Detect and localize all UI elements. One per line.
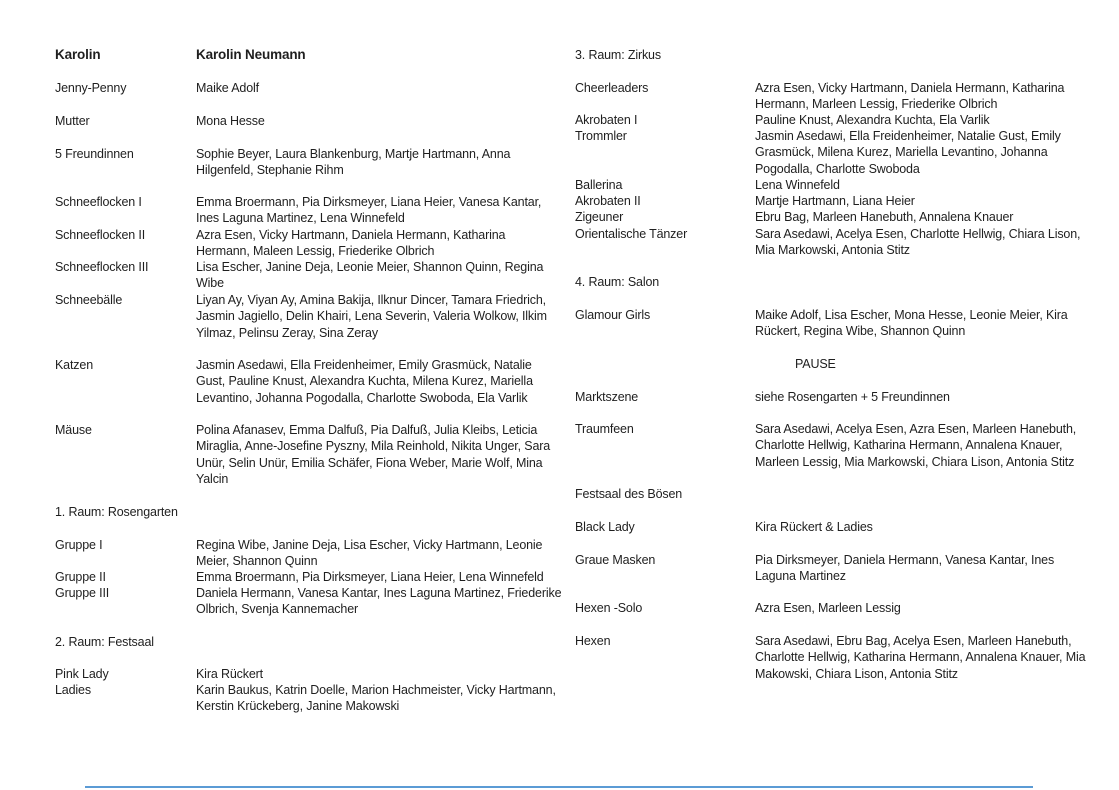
role-label: Ladies	[55, 683, 91, 697]
row-trommler	[575, 128, 1093, 177]
role-names: Pia Dirksmeyer, Daniela Hermann, Vanesa Kantar, Ines Laguna Martinez	[755, 553, 1055, 584]
section-zirkus: 3. Raum: Zirkus	[575, 48, 661, 62]
role-label: Traumfeen	[575, 422, 634, 436]
role-names: Karin Baukus, Katrin Doelle, Marion Hachmeister, Vicky Hartmann, Kerstin Krückeberg, Janine Makowski	[196, 683, 556, 714]
role-names: Azra Esen, Vicky Hartmann, Daniela Hermann, Katharina Hermann, Marleen Lessig, Friederike Olbrich	[755, 81, 1065, 112]
role-names: Lena Winnefeld	[755, 178, 840, 192]
row-graue-masken	[575, 552, 1093, 585]
role-names: Pauline Knust, Alexandra Kuchta, Ela Varlik	[755, 113, 990, 127]
role-names: Sara Asedawi, Acelya Esen, Azra Esen, Marleen Hanebuth, Charlotte Hellwig, Katharina Hermann, Annalena Knauer, Marleen Lessig, Mia Markowski, Chiara Lison, Antonia Stitz	[755, 422, 1077, 469]
header-role-column: Karolin	[55, 47, 101, 62]
row-jenny-penny	[55, 80, 562, 96]
role-label: Schneeflocken I	[55, 195, 142, 209]
role-label: Gruppe II	[55, 570, 106, 584]
row-zigeuner	[575, 209, 1093, 225]
role-names: Liyan Ay, Viyan Ay, Amina Bakija, Ilknur Dincer, Tamara Friedrich, Jasmin Jagiello, Delin Khairi, Lena Severin, Valeria Wolkow, Ilkim Yilmaz, Pelinsu Zeray, Sina Zeray	[196, 293, 547, 340]
role-names: Azra Esen, Vicky Hartmann, Daniela Hermann, Katharina Hermann, Maleen Lessig, Friederike Olbrich	[196, 228, 506, 259]
role-names: Ebru Bag, Marleen Hanebuth, Annalena Knauer	[755, 210, 1014, 224]
role-names: Emma Broermann, Pia Dirksmeyer, Liana Heier, Lena Winnefeld	[196, 570, 544, 584]
row-5-freundinnen	[55, 146, 562, 179]
role-label: Akrobaten II	[575, 194, 641, 208]
row-ballerina	[575, 177, 1093, 193]
row-gruppe-1	[55, 537, 562, 570]
role-names: Emma Broermann, Pia Dirksmeyer, Liana Heier, Vanesa Kantar, Ines Laguna Martinez, Lena Winnefeld	[196, 195, 542, 226]
role-label: Pink Lady	[55, 667, 109, 681]
row-mutter	[55, 113, 562, 129]
role-label: Schneebälle	[55, 293, 123, 307]
role-names: Kira Rückert	[196, 667, 263, 681]
role-names: siehe Rosengarten + 5 Freundinnen	[755, 390, 950, 404]
role-label: Trommler	[575, 129, 627, 143]
role-label: Black Lady	[575, 520, 635, 534]
section-rosengarten: 1. Raum: Rosengarten	[55, 505, 178, 519]
section-salon: 4. Raum: Salon	[575, 275, 660, 289]
role-label: Orientalische Tänzer	[575, 227, 688, 241]
role-names: Daniela Hermann, Vanesa Kantar, Ines Laguna Martinez, Friederike Olbrich, Svenja Kannemacher	[196, 586, 562, 617]
row-glamour-girls	[575, 307, 1093, 340]
row-orientalische-taenzer	[575, 226, 1093, 259]
role-label: Schneeflocken II	[55, 228, 146, 242]
row-pink-lady	[55, 666, 562, 682]
section-festsaal-des-boesen: Festsaal des Bösen	[575, 487, 683, 501]
row-maeuse	[55, 422, 562, 487]
section-festsaal: 2. Raum: Festsaal	[55, 635, 154, 649]
row-schneebaelle	[55, 292, 562, 341]
role-names: Jasmin Asedawi, Ella Freidenheimer, Natalie Gust, Emily Grasmück, Milena Kurez, Mariella Levantino, Johanna Pogodalla, Charlotte Swoboda	[755, 129, 1061, 176]
row-schneeflocken-3	[55, 259, 562, 292]
role-label: 5 Freundinnen	[55, 147, 134, 161]
role-names: Jasmin Asedawi, Ella Freidenheimer, Emily Grasmück, Natalie Gust, Pauline Knust, Alexandra Kuchta, Milena Kurez, Mariella Levantino, Johanna Pogodalla, Charlotte Swoboda, Ela Varlik	[196, 358, 533, 405]
role-label: Jenny-Penny	[55, 81, 127, 95]
row-black-lady	[575, 519, 1093, 535]
row-gruppe-2	[55, 569, 562, 585]
role-names: Maike Adolf, Lisa Escher, Mona Hesse, Leonie Meier, Kira Rückert, Regina Wibe, Shannon Quinn	[755, 308, 1068, 339]
row-schneeflocken-1	[55, 194, 562, 227]
header-name-column: Karolin Neumann	[196, 47, 306, 62]
role-names: Mona Hesse	[196, 114, 265, 128]
role-names: Azra Esen, Marleen Lessig	[755, 601, 901, 615]
role-names: Maike Adolf	[196, 81, 259, 95]
role-names: Regina Wibe, Janine Deja, Lisa Escher, Vicky Hartmann, Leonie Meier, Shannon Quinn	[196, 538, 543, 569]
role-label: Hexen	[575, 634, 611, 648]
role-label: Schneeflocken III	[55, 260, 149, 274]
role-label: Mutter	[55, 114, 90, 128]
role-label: Cheerleaders	[575, 81, 649, 95]
role-label: Glamour Girls	[575, 308, 651, 322]
role-names: Sara Asedawi, Ebru Bag, Acelya Esen, Marleen Hanebuth, Charlotte Hellwig, Katharina Hermann, Annalena Knauer, Mia Makowski, Chiara Lison, Antonia Stitz	[755, 634, 1086, 681]
role-label: Katzen	[55, 358, 94, 372]
role-label: Akrobaten I	[575, 113, 638, 127]
row-schneeflocken-2	[55, 227, 562, 260]
header-row	[55, 47, 562, 63]
role-label: Hexen -Solo	[575, 601, 643, 615]
row-akrobaten-1	[575, 112, 1093, 128]
row-cheerleaders	[575, 80, 1093, 113]
role-names: Lisa Escher, Janine Deja, Leonie Meier, Shannon Quinn, Regina Wibe	[196, 260, 544, 291]
role-label: Marktszene	[575, 390, 639, 404]
role-names: Sophie Beyer, Laura Blankenburg, Martje Hartmann, Anna Hilgenfeld, Stephanie Rihm	[196, 147, 511, 178]
role-label: Graue Masken	[575, 553, 656, 567]
role-names: Martje Hartmann, Liana Heier	[755, 194, 915, 208]
role-label: Gruppe I	[55, 538, 103, 552]
row-hexen	[575, 633, 1093, 682]
role-label: Mäuse	[55, 423, 92, 437]
row-akrobaten-2	[575, 193, 1093, 209]
pause-heading: PAUSE	[795, 357, 836, 371]
role-label: Zigeuner	[575, 210, 624, 224]
row-hexen-solo	[575, 600, 1093, 616]
role-label: Ballerina	[575, 178, 623, 192]
row-gruppe-3	[55, 585, 562, 618]
row-marktszene	[575, 389, 1093, 405]
row-traumfeen	[575, 421, 1093, 470]
role-label: Gruppe III	[55, 586, 110, 600]
role-names: Kira Rückert & Ladies	[755, 520, 873, 534]
bottom-divider-line	[85, 786, 1033, 788]
role-names: Sara Asedawi, Acelya Esen, Charlotte Hellwig, Chiara Lison, Mia Markowski, Antonia Stitz	[755, 227, 1081, 258]
row-ladies	[55, 682, 562, 715]
role-names: Polina Afanasev, Emma Dalfuß, Pia Dalfuß, Julia Kleibs, Leticia Miraglia, Anne-Josefine Pyszny, Mila Reinhold, Nikita Unger, Sara Unür, Selin Unür, Emilia Schäfer, Fiona Weber, Marie Wolf, Mina Yalcin	[196, 423, 551, 486]
row-katzen	[55, 357, 562, 406]
